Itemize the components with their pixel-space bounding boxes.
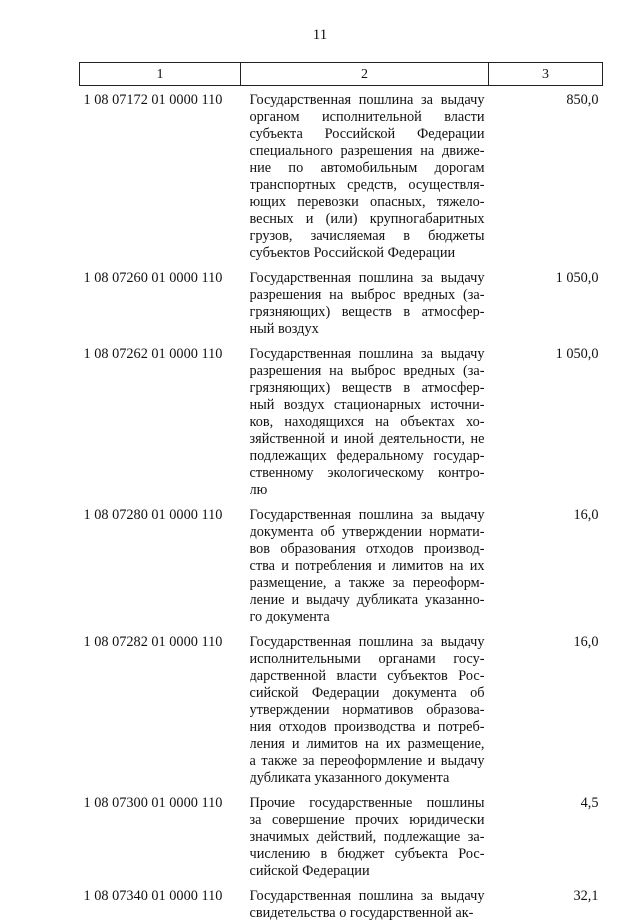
description-line: сийской Федерации	[249, 863, 370, 879]
amount-value: 850,0	[566, 92, 599, 108]
column-header-description: 2	[241, 63, 489, 86]
budget-classification-code: 1 08 07280 01 0000 110	[83, 507, 223, 523]
budget-classification-code: 1 08 07282 01 0000 110	[83, 634, 223, 650]
revenue-description	[241, 628, 489, 789]
revenue-description	[241, 501, 489, 628]
table-row	[80, 340, 603, 501]
column-header-amount: 3	[489, 63, 603, 86]
table-row	[80, 86, 603, 265]
budget-classification-code: 1 08 07172 01 0000 110	[83, 92, 223, 108]
description-line: весных и (или) крупногабаритных	[249, 211, 485, 227]
description-line: исполнительными органами госу-	[249, 651, 485, 667]
budget-revenue-table	[79, 62, 603, 924]
description-line: ный воздух	[249, 321, 319, 337]
description-line: дарственной власти субъектов Рос-	[249, 668, 485, 684]
description-line: значимых действий, подлежащие за-	[249, 829, 485, 845]
description-line: вов образования отходов производ-	[249, 541, 485, 557]
revenue-description	[241, 86, 489, 265]
description-line: разрешения на выброс вредных (за-	[249, 363, 485, 379]
description-line: свидетельства о государственной ак-	[249, 905, 474, 921]
description-line: а также за переоформление и выдачу	[249, 753, 485, 769]
budget-classification-code: 1 08 07340 01 0000 110	[83, 888, 223, 904]
description-line: ственному экологическому контро-	[249, 465, 485, 481]
description-line: го документа	[249, 609, 330, 625]
description-line: разрешения на выброс вредных (за-	[249, 287, 485, 303]
description-line: ков, находящихся на объектах хо-	[249, 414, 485, 430]
amount-value: 32,1	[573, 888, 599, 904]
description-line: Прочие государственные пошлины	[249, 795, 485, 811]
description-line: Государственная пошлина за выдачу	[249, 507, 485, 523]
description-line: размещение, а также за переоформ-	[249, 575, 485, 591]
description-line: субъекта Российской Федерации	[249, 126, 485, 142]
description-line: лю	[249, 482, 268, 498]
table-row	[80, 264, 603, 340]
amount-value: 4,5	[580, 795, 599, 811]
amount-value: 16,0	[573, 634, 599, 650]
description-line: транспортных средств, осуществля-	[249, 177, 485, 193]
description-line: грязняющих) веществ в атмосфер-	[249, 304, 485, 320]
table-row	[80, 882, 603, 924]
description-line: ление и выдачу дубликата указанно-	[249, 592, 485, 608]
description-line: Государственная пошлина за выдачу	[249, 888, 485, 904]
description-line: специального разрешения на движе-	[249, 143, 485, 159]
budget-classification-code: 1 08 07260 01 0000 110	[83, 270, 223, 286]
table-row	[80, 501, 603, 628]
revenue-description	[241, 789, 489, 882]
description-line: грузов, зачисляемая в бюджеты	[249, 228, 485, 244]
page-number: 11	[312, 27, 328, 43]
description-line: подлежащих федеральному государ-	[249, 448, 485, 464]
budget-classification-code: 1 08 07300 01 0000 110	[83, 795, 223, 811]
table-row	[80, 628, 603, 789]
description-line: Государственная пошлина за выдачу	[249, 346, 485, 362]
description-line: ющих перевозки опасных, тяжело-	[249, 194, 485, 210]
description-line: ления и лимитов на их размещение,	[249, 736, 485, 752]
description-line: ние по автомобильным дорогам	[249, 160, 485, 176]
description-line: документа об утверждении нормати-	[249, 524, 485, 540]
amount-value: 1 050,0	[555, 346, 599, 362]
description-line: сийской Федерации документа об	[249, 685, 485, 701]
revenue-description	[241, 264, 489, 340]
amount-value: 16,0	[573, 507, 599, 523]
description-line: ния отходов производства и потреб-	[249, 719, 485, 735]
description-line: дубликата указанного документа	[249, 770, 450, 786]
table-row	[80, 789, 603, 882]
description-line: Государственная пошлина за выдачу	[249, 634, 485, 650]
description-line: числению в бюджет субъекта Рос-	[249, 846, 485, 862]
description-line: Государственная пошлина за выдачу	[249, 270, 485, 286]
description-line: ства и потребления и лимитов на их	[249, 558, 485, 574]
description-line: за совершение прочих юридически	[249, 812, 485, 828]
description-line: ный воздух стационарных источни-	[249, 397, 485, 413]
description-line: грязняющих) веществ в атмосфер-	[249, 380, 485, 396]
revenue-description	[241, 882, 489, 924]
table-header-row	[80, 63, 603, 86]
description-line: субъектов Российской Федерации	[249, 245, 456, 261]
description-line: органом исполнительной власти	[249, 109, 485, 125]
description-line: зяйственной и иной деятельности, не	[249, 431, 485, 447]
revenue-description	[241, 340, 489, 501]
description-line: Государственная пошлина за выдачу	[249, 92, 485, 108]
column-header-code: 1	[80, 63, 241, 86]
budget-classification-code: 1 08 07262 01 0000 110	[83, 346, 223, 362]
amount-value: 1 050,0	[555, 270, 599, 286]
description-line: утверждении нормативов образова-	[249, 702, 485, 718]
